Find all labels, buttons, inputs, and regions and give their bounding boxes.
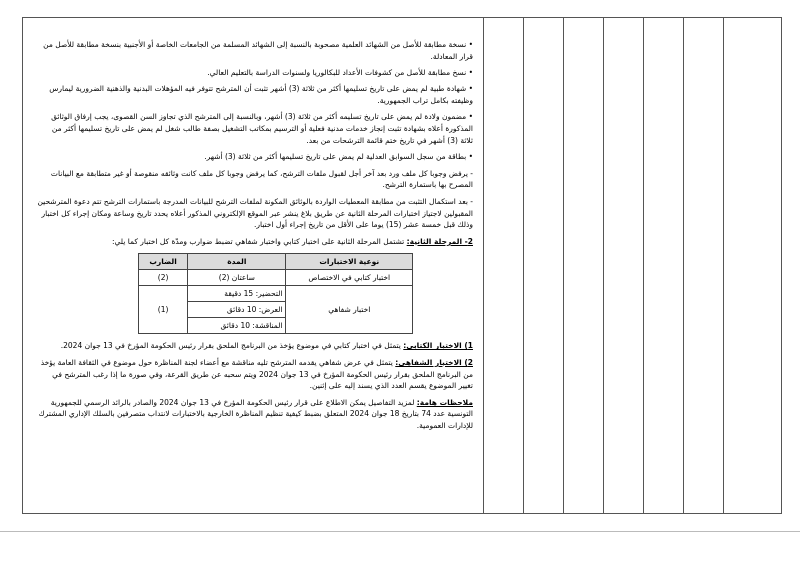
bullet-item: • شهادة طبية لم يمض على تاريخ تسليمها أكثر من ثلاثة (3) أشهر تثبت أن المترشح تتوفر فيه المؤهلات البدنية والذهنية الضرورية ليمارس وظيفته بكامل تراب الجمهورية. [37, 83, 473, 107]
table-row [139, 286, 413, 302]
oral-exam-text: يتمثل في عرض شفاهي يقدمه المترشح تليه مناقشة مع أعضاء لجنة المناظرة حول موضوع في الثقافة العامة يؤخذ من البرنامج الملحق بقرار رئيس الحكومة المؤرخ في 13 جوان 2024 ويتم سحبه عن طريق القرعة، وفي صورة ما إذا رغب المترشح في تغيير الموضوع يقسم العدد الذي يسند إليه على إثنين. [40, 357, 473, 391]
column-divider [603, 18, 604, 513]
exam-table-header [139, 254, 413, 270]
column-divider [563, 18, 564, 513]
empty-columns [483, 18, 781, 513]
column-divider [523, 18, 524, 513]
bullet-item: • بطاقة من سجل السوابق العدلية لم يمض على تاريخ تسليمها أكثر من ثلاثة (3) أشهر. [37, 151, 473, 163]
oral-prep-duration: التحضير: 15 دقيقة [188, 286, 286, 302]
header-coefficient: الضارب [139, 254, 188, 270]
header-exam-type: نوعية الاختبارات [286, 254, 413, 270]
written-exam-coef: (2) [139, 270, 188, 286]
document-frame [22, 17, 782, 514]
oral-discussion-duration: المناقشة: 10 دقائق [188, 318, 286, 334]
important-notes-text: لمزيد التفاصيل يمكن الاطلاع على قرار رئيس الحكومة المؤرخ في 13 جوان 2024 والصادر بالرائد الرسمي للجمهورية التونسية عدد 74 بتاريخ 18 جوان 2024 المتعلق بضبط كيفية تنظيم المناظرة الخارجية بالاختبارات لانتداب متصرفين بالسلك الإداري المشترك للإدارات العمومية. [38, 397, 473, 431]
column-divider [483, 18, 484, 513]
written-exam-duration: ساعتان (2) [188, 270, 286, 286]
table-row [139, 270, 413, 286]
phase2-label: 2- المرحلة الثانية: [406, 236, 473, 246]
written-exam-label: 1) الاختبار الكتابي: [403, 341, 473, 351]
phase2-text: تشتمل المرحلة الثانية على اختبار كتابي واختبار شفاهي تضبط ضوارب ومدّة كل اختبار كما يلي: [111, 236, 407, 246]
important-notes-label: ملاحظات هامة: [416, 397, 473, 407]
page-divider [0, 531, 800, 532]
written-exam-name: اختبار كتابي في الاختصاص [286, 270, 413, 286]
phase2-paragraph [37, 236, 473, 248]
bullet-item: • مضمون ولادة لم يمض على تاريخ تسليمه أكثر من ثلاثة (3) أشهر، وبالنسبة إلى المترشح الذي تجاوز السن القصوى، يجب إرفاق الوثائق المذكورة أعلاه بشهادة تثبت إنجاز خدمات مدنية فعلية أو الترسيم بمكاتب التشغيل بصفة طالب شغل لم يمض على تاريخ تسليمها أكثر من ثلاثة (3) أشهر في تاريخ ختم قائمة الترشحات من بعد. [37, 111, 473, 146]
important-notes [37, 397, 473, 432]
bullet-item: • نسخة مطابقة للأصل من الشهائد العلمية مصحوبة بالنسبة إلى الشهائد المسلمة من الجامعات الخاصة أو الأجنبية بنسخة مطابقة للأصل من قرار المعادلة. [37, 39, 473, 63]
oral-exam-coef: (1) [139, 286, 188, 334]
column-divider [723, 18, 724, 513]
document-content [23, 18, 483, 513]
exam-table [138, 253, 413, 334]
oral-exam-description [37, 357, 473, 392]
column-divider [683, 18, 684, 513]
oral-exam-label: 2) الاختبار الشفاهي: [395, 357, 473, 367]
column-divider [643, 18, 644, 513]
bullet-item: • نسخ مطابقة للأصل من كشوفات الأعداد للبكالوريا ولسنوات الدراسة بالتعليم العالي. [37, 67, 473, 79]
oral-exam-name: اختبار شفاهي [286, 286, 413, 334]
written-exam-text: يتمثل في اختبار كتابي في موضوع يؤخذ من البرنامج الملحق بقرار رئيس الحكومة المؤرخ في 13 جوان 2024. [60, 341, 404, 351]
written-exam-description [37, 340, 473, 352]
note-invitation: - بعد استكمال التثبت من مطابقة المعطيات الواردة بالوثائق المكونة لملفات الترشح للبيانات المدرجة باستمارات الترشح تتم دعوة المترشحين المقبولين لاجتياز اختبارات المرحلة الثانية عن طريق بلاغ ينشر عبر الموقع الإلكتروني المذكور أعلاه يحدد تاريخ وساعة ومكان إجراء كل اختبار وذلك قبل خمسة عشر (15) يوما على الأقل من تاريخ إجراء أول اختبار. [37, 196, 473, 230]
header-duration: المدة [188, 254, 286, 270]
note-rejection: - يرفض وجوبا كل ملف ورد بعد آخر أجل لقبول ملفات الترشح، كما يرفض وجوبا كل ملف كانت وثائقه منقوصة أو غير متطابقة مع البيانات المصرح بها باستمارة الترشح. [50, 168, 473, 190]
oral-presentation-duration: العرض: 10 دقائق [188, 302, 286, 318]
